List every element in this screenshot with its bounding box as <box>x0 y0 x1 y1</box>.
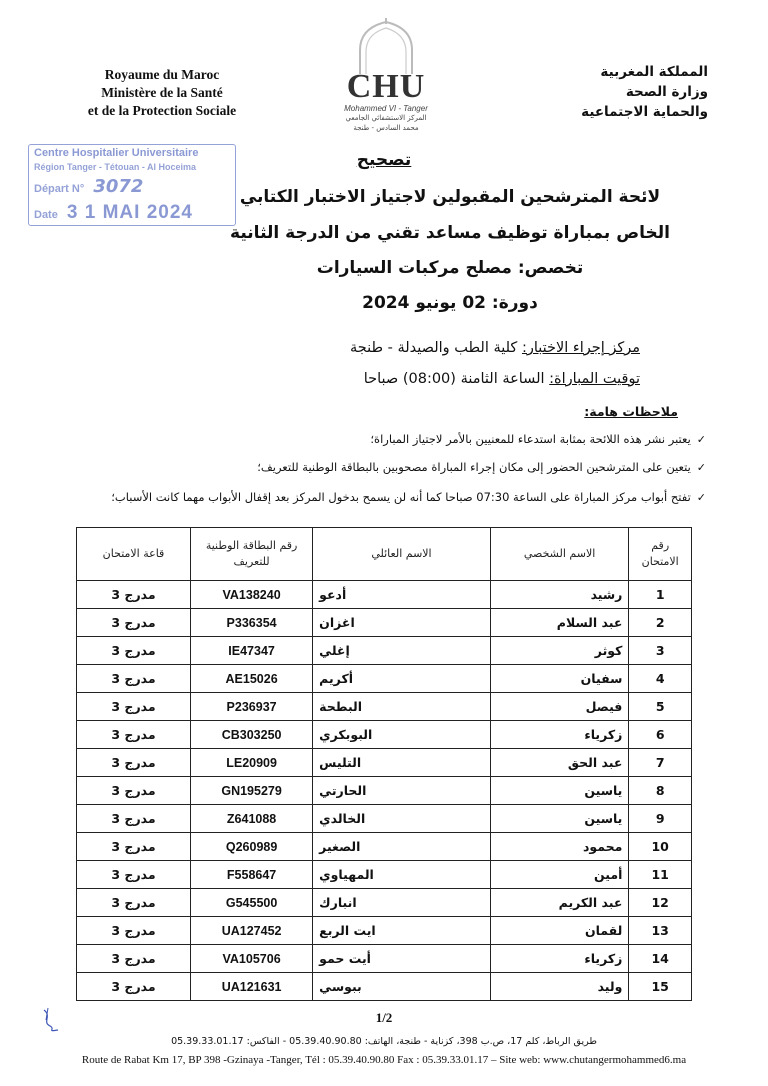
note-item <box>257 460 706 474</box>
exam-time <box>364 371 640 387</box>
first-name-cell: كوثر <box>490 637 629 665</box>
last-name-cell: أدعو <box>313 581 491 609</box>
exam-number-cell: 1 <box>629 581 692 609</box>
exam-number-cell: 2 <box>629 609 692 637</box>
ministry-header-fr <box>62 66 262 120</box>
table-row <box>77 973 692 1001</box>
room-cell: مدرج 3 <box>77 609 191 637</box>
header-text: للتعريف <box>233 555 270 568</box>
header-ar-line: وزارة الصحة <box>625 84 708 100</box>
exam-number-cell: 12 <box>629 889 692 917</box>
check-icon: ✓ <box>696 491 706 504</box>
logo-subtitle: Mohammed VI - Tanger <box>344 104 428 113</box>
exam-number-cell: 8 <box>629 777 692 805</box>
col-header-room: قاعة الامتحان <box>77 528 191 581</box>
last-name-cell: الحارتي <box>313 777 491 805</box>
document-subtitle: الخاص بمباراة توظيف مساعد تقني من الدرجة الثانية <box>230 223 670 243</box>
cin-cell: Z641088 <box>191 805 313 833</box>
cin-cell: LE20909 <box>191 749 313 777</box>
first-name-cell: أمين <box>490 861 629 889</box>
header-text: رقم <box>651 539 670 552</box>
last-name-cell: ببوسي <box>313 973 491 1001</box>
exam-center <box>350 340 640 356</box>
room-cell: مدرج 3 <box>77 665 191 693</box>
specialty-title: تخصص: مصلح مركبات السيارات <box>316 258 584 278</box>
room-cell: مدرج 3 <box>77 917 191 945</box>
stamp-date <box>34 202 193 224</box>
stamp-region: Région Tanger - Tétouan - Al Hoceima <box>34 162 197 172</box>
last-name-cell: أيت حمو <box>313 945 491 973</box>
exam-time-value: الساعة الثامنة (08:00) صباحا <box>363 371 545 387</box>
last-name-cell: اغزان <box>313 609 491 637</box>
cin-cell: VA138240 <box>191 581 313 609</box>
cin-cell: IE47347 <box>191 637 313 665</box>
cin-cell: GN195279 <box>191 777 313 805</box>
stamp-depart <box>34 176 143 197</box>
exam-time-label: توقيت المباراة: <box>549 371 640 387</box>
exam-number-cell: 7 <box>629 749 692 777</box>
last-name-cell: البطحة <box>313 693 491 721</box>
first-name-cell: عبد السلام <box>490 609 629 637</box>
exam-center-label: مركز إجراء الاختبار: <box>521 340 640 356</box>
stamp-date-label: Date <box>34 209 58 221</box>
check-icon: ✓ <box>696 461 706 474</box>
exam-number-cell: 14 <box>629 945 692 973</box>
cin-cell: VA105706 <box>191 945 313 973</box>
first-name-cell: زكرياء <box>490 945 629 973</box>
header-fr-line: Ministère de la Santé <box>101 85 223 100</box>
table-row <box>77 861 692 889</box>
stamp-line: Centre Hospitalier Universitaire <box>34 147 199 159</box>
room-cell: مدرج 3 <box>77 777 191 805</box>
first-name-cell: لقمان <box>490 917 629 945</box>
room-cell: مدرج 3 <box>77 693 191 721</box>
header-text: رقم البطاقة الوطنية <box>205 539 298 552</box>
table-row <box>77 693 692 721</box>
room-cell: مدرج 3 <box>77 805 191 833</box>
footer-address-ar: طريق الرباط، كلم 17، ص.ب 398، كزناية - طنجة، الهاتف: 05.39.40.90.80 - الفاكس: 05.39.33.01.17 <box>171 1036 597 1047</box>
last-name-cell: المهياوي <box>313 861 491 889</box>
last-name-cell: إغلي <box>313 637 491 665</box>
first-name-cell: ياسين <box>490 777 629 805</box>
room-cell: مدرج 3 <box>77 749 191 777</box>
last-name-cell: التليس <box>313 749 491 777</box>
cin-cell: CB303250 <box>191 721 313 749</box>
last-name-cell: البوبكري <box>313 721 491 749</box>
exam-number-cell: 6 <box>629 721 692 749</box>
room-cell: مدرج 3 <box>77 945 191 973</box>
page-number: 1/2 <box>375 1010 393 1025</box>
first-name-cell: سفيان <box>490 665 629 693</box>
last-name-cell: أكريم <box>313 665 491 693</box>
exam-number-cell: 9 <box>629 805 692 833</box>
note-text: تفتح أبواب مركز المباراة على الساعة 07:30 صباحا كما أنه لن يسمح بدخول المركز بعد إقفال الأبواب مهما كانت الأسباب؛ <box>111 490 691 504</box>
last-name-cell: الخالدي <box>313 805 491 833</box>
table-header-row <box>77 528 692 581</box>
first-name-cell: عبد الحق <box>490 749 629 777</box>
table-row <box>77 945 692 973</box>
note-text: يعتبر نشر هذه اللائحة بمثابة استدعاء للمعنيين بالأمر لاجتياز المباراة؛ <box>370 432 691 446</box>
table-row <box>77 581 692 609</box>
exam-number-cell: 3 <box>629 637 692 665</box>
note-item <box>111 490 706 504</box>
ministry-header-ar <box>558 62 708 122</box>
first-name-cell: عبد الكريم <box>490 889 629 917</box>
header-text: الامتحان <box>641 555 679 568</box>
cin-cell: Q260989 <box>191 833 313 861</box>
table-row <box>77 609 692 637</box>
stamp-date-value: 3 1 MAI 2024 <box>66 202 193 223</box>
first-name-cell: ياسين <box>490 805 629 833</box>
room-cell: مدرج 3 <box>77 581 191 609</box>
stamp-depart-label: Départ N° <box>34 183 85 195</box>
logo-subtitle-ar-2: محمد السادس - طنجة <box>353 124 419 132</box>
table-row <box>77 917 692 945</box>
header-ar-line: المملكة المغربية <box>600 64 708 80</box>
col-header-first-name: الاسم الشخصي <box>490 528 629 581</box>
table-row <box>77 721 692 749</box>
first-name-cell: زكرياء <box>490 721 629 749</box>
exam-center-value: كلية الطب والصيدلة - طنجة <box>349 340 518 356</box>
col-header-number <box>629 528 692 581</box>
note-item <box>370 432 706 446</box>
table-row <box>77 749 692 777</box>
cin-cell: AE15026 <box>191 665 313 693</box>
cin-cell: P236937 <box>191 693 313 721</box>
table-row <box>77 833 692 861</box>
exam-number-cell: 11 <box>629 861 692 889</box>
header-fr-line: Royaume du Maroc <box>104 67 220 82</box>
notes-title: ملاحظات هامة: <box>584 404 678 419</box>
logo-text: CHU <box>346 68 426 105</box>
document-title: لائحة المترشحين المقبولين لاجتياز الاختبار الكتابي <box>239 187 661 207</box>
first-name-cell: رشيد <box>490 581 629 609</box>
table-row <box>77 665 692 693</box>
col-header-last-name: الاسم العائلي <box>313 528 491 581</box>
header-ar-line: والحماية الاجتماعية <box>581 104 708 120</box>
table-row <box>77 805 692 833</box>
session-date: دورة: 02 يونيو 2024 <box>362 293 538 313</box>
exam-number-cell: 13 <box>629 917 692 945</box>
room-cell: مدرج 3 <box>77 833 191 861</box>
room-cell: مدرج 3 <box>77 721 191 749</box>
cin-cell: F558647 <box>191 861 313 889</box>
first-name-cell: وليد <box>490 973 629 1001</box>
room-cell: مدرج 3 <box>77 637 191 665</box>
cin-cell: UA121631 <box>191 973 313 1001</box>
first-name-cell: فيصل <box>490 693 629 721</box>
cin-cell: UA127452 <box>191 917 313 945</box>
table-row <box>77 777 692 805</box>
logo-subtitle-ar: المركز الاستشفائي الجامعي <box>345 114 427 122</box>
last-name-cell: الصغير <box>313 833 491 861</box>
correction-title: تصحيح <box>356 150 412 170</box>
cin-cell: P336354 <box>191 609 313 637</box>
cin-cell: G545500 <box>191 889 313 917</box>
exam-number-cell: 5 <box>629 693 692 721</box>
stamp-depart-number: 3072 <box>93 176 144 197</box>
footer-address-fr: Route de Rabat Km 17, BP 398 -Gzinaya -Tanger, Tél : 05.39.40.90.80 Fax : 05.39.33.01.17 – Site web: www.chutangermohammed6.ma <box>81 1054 687 1066</box>
note-text: يتعين على المترشحين الحضور إلى مكان إجراء المباراة مصحوبين بالبطاقة الوطنية للتعريف؛ <box>257 460 691 474</box>
room-cell: مدرج 3 <box>77 973 191 1001</box>
exam-number-cell: 15 <box>629 973 692 1001</box>
header-fr-line: et de la Protection Sociale <box>87 103 237 118</box>
room-cell: مدرج 3 <box>77 861 191 889</box>
check-icon: ✓ <box>696 433 706 446</box>
initials-signature-icon <box>38 1006 64 1034</box>
table-row <box>77 637 692 665</box>
last-name-cell: انبارك <box>313 889 491 917</box>
first-name-cell: محمود <box>490 833 629 861</box>
last-name-cell: ايت الربع <box>313 917 491 945</box>
exam-number-cell: 4 <box>629 665 692 693</box>
candidates-table <box>76 527 692 1001</box>
table-row <box>77 889 692 917</box>
room-cell: مدرج 3 <box>77 889 191 917</box>
exam-number-cell: 10 <box>629 833 692 861</box>
chu-logo <box>320 16 452 136</box>
col-header-cin <box>191 528 313 581</box>
